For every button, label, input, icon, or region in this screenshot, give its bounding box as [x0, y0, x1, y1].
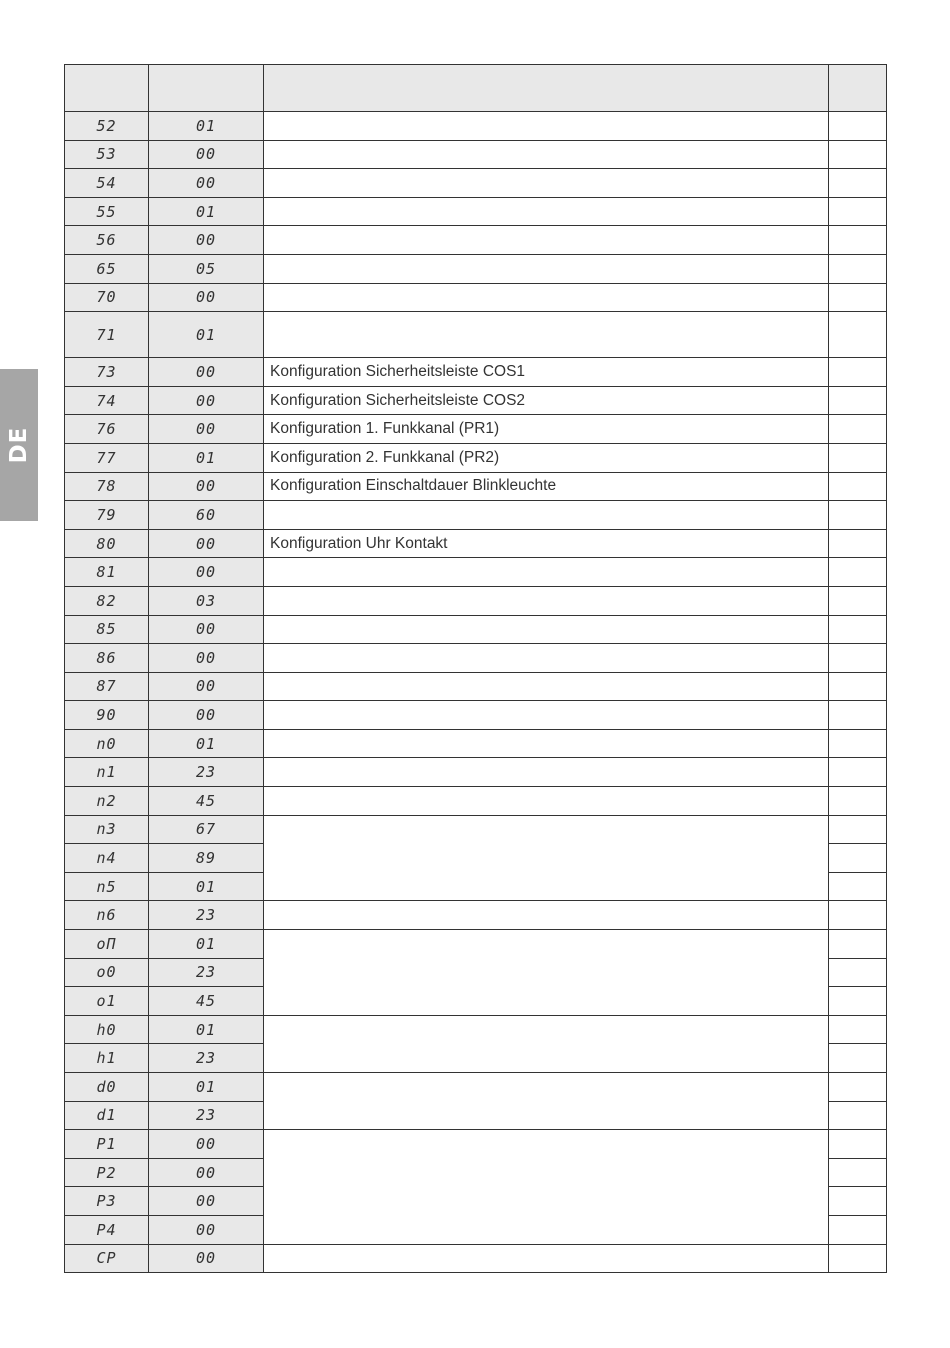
default-value: 00 [149, 1130, 264, 1159]
default-value: 01 [149, 872, 264, 901]
parameter-description [264, 312, 829, 358]
parameter-code: n2 [65, 787, 149, 816]
parameter-description [264, 112, 829, 141]
parameter-description [264, 1244, 829, 1273]
parameter-code: 53 [65, 140, 149, 169]
table-row [65, 140, 887, 169]
default-value: 01 [149, 1073, 264, 1102]
parameter-code: n0 [65, 729, 149, 758]
parameter-code: n4 [65, 844, 149, 873]
setting-cell [829, 254, 887, 283]
parameter-code: 87 [65, 672, 149, 701]
parameter-description: Konfiguration Uhr Kontakt [264, 529, 829, 558]
default-value: 60 [149, 501, 264, 530]
default-value: 01 [149, 312, 264, 358]
table-row [65, 226, 887, 255]
setting-cell [829, 644, 887, 673]
default-value: 00 [149, 1158, 264, 1187]
default-value: 45 [149, 987, 264, 1016]
setting-cell [829, 844, 887, 873]
setting-cell [829, 987, 887, 1016]
setting-cell [829, 1130, 887, 1159]
table-row [65, 787, 887, 816]
parameter-code: 74 [65, 386, 149, 415]
language-tab[interactable] [0, 369, 38, 521]
setting-cell [829, 1101, 887, 1130]
setting-cell [829, 729, 887, 758]
parameter-code: n1 [65, 758, 149, 787]
parameter-code: 73 [65, 358, 149, 387]
table-row [65, 729, 887, 758]
parameter-code: 81 [65, 558, 149, 587]
default-value: 00 [149, 644, 264, 673]
parameter-code: o1 [65, 987, 149, 1016]
table-row [65, 386, 887, 415]
parameter-code: P4 [65, 1215, 149, 1244]
parameter-code: 90 [65, 701, 149, 730]
default-value: 23 [149, 1044, 264, 1073]
default-value: 00 [149, 1215, 264, 1244]
table-row [65, 254, 887, 283]
setting-cell [829, 112, 887, 141]
setting-cell [829, 901, 887, 930]
default-value: 05 [149, 254, 264, 283]
parameter-code: oП [65, 930, 149, 959]
table-row [65, 415, 887, 444]
default-value: 00 [149, 529, 264, 558]
parameter-description [264, 1015, 829, 1072]
setting-cell [829, 386, 887, 415]
setting-cell [829, 197, 887, 226]
setting-cell [829, 672, 887, 701]
table-row [65, 283, 887, 312]
parameter-description [264, 558, 829, 587]
setting-cell [829, 415, 887, 444]
table-row [65, 1244, 887, 1273]
header-cell-default [149, 65, 264, 112]
setting-cell [829, 586, 887, 615]
setting-cell [829, 501, 887, 530]
default-value: 01 [149, 729, 264, 758]
parameter-code: 82 [65, 586, 149, 615]
parameter-description [264, 226, 829, 255]
default-value: 00 [149, 672, 264, 701]
parameter-code: 78 [65, 472, 149, 501]
default-value: 01 [149, 930, 264, 959]
table-row [65, 501, 887, 530]
parameter-description: Konfiguration 2. Funkkanal (PR2) [264, 443, 829, 472]
default-value: 00 [149, 701, 264, 730]
table-row [65, 472, 887, 501]
table-row [65, 815, 887, 844]
parameter-code: 65 [65, 254, 149, 283]
default-value: 00 [149, 558, 264, 587]
default-value: 01 [149, 197, 264, 226]
header-cell-description [264, 65, 829, 112]
setting-cell [829, 615, 887, 644]
setting-cell [829, 958, 887, 987]
parameter-code: 52 [65, 112, 149, 141]
parameter-code: 71 [65, 312, 149, 358]
parameter-code: h1 [65, 1044, 149, 1073]
parameter-description [264, 197, 829, 226]
default-value: 03 [149, 586, 264, 615]
parameter-table [64, 64, 887, 1273]
table-row [65, 901, 887, 930]
setting-cell [829, 1158, 887, 1187]
table-row [65, 443, 887, 472]
parameter-code: 56 [65, 226, 149, 255]
parameter-description [264, 501, 829, 530]
parameter-description [264, 644, 829, 673]
table-header-row [65, 65, 887, 112]
default-value: 00 [149, 358, 264, 387]
header-cell-parameter [65, 65, 149, 112]
parameter-description: Konfiguration Einschaltdauer Blinkleuchte [264, 472, 829, 501]
default-value: 00 [149, 226, 264, 255]
default-value: 00 [149, 283, 264, 312]
parameter-code: 80 [65, 529, 149, 558]
parameter-code: 86 [65, 644, 149, 673]
table-row [65, 758, 887, 787]
default-value: 45 [149, 787, 264, 816]
parameter-description: Konfiguration Sicherheitsleiste COS1 [264, 358, 829, 387]
parameter-description [264, 1130, 829, 1244]
table-row [65, 615, 887, 644]
default-value: 23 [149, 901, 264, 930]
setting-cell [829, 443, 887, 472]
setting-cell [829, 815, 887, 844]
setting-cell [829, 1187, 887, 1216]
parameter-code: CP [65, 1244, 149, 1273]
setting-cell [829, 1244, 887, 1273]
parameter-code: n3 [65, 815, 149, 844]
setting-cell [829, 312, 887, 358]
parameter-description [264, 586, 829, 615]
parameter-description [264, 140, 829, 169]
parameter-code: o0 [65, 958, 149, 987]
parameter-description [264, 787, 829, 816]
parameter-description [264, 930, 829, 1016]
parameter-description [264, 672, 829, 701]
table-row [65, 586, 887, 615]
table-row [65, 1130, 887, 1159]
setting-cell [829, 226, 887, 255]
table-row [65, 169, 887, 198]
setting-cell [829, 558, 887, 587]
header-cell-extra [829, 65, 887, 112]
default-value: 00 [149, 615, 264, 644]
table-row [65, 197, 887, 226]
setting-cell [829, 529, 887, 558]
parameter-description [264, 729, 829, 758]
parameter-description: Konfiguration Sicherheitsleiste COS2 [264, 386, 829, 415]
setting-cell [829, 872, 887, 901]
table-row [65, 1073, 887, 1102]
default-value: 00 [149, 1187, 264, 1216]
table-row [65, 1015, 887, 1044]
parameter-code: 79 [65, 501, 149, 530]
setting-cell [829, 472, 887, 501]
default-value: 00 [149, 472, 264, 501]
default-value: 23 [149, 958, 264, 987]
setting-cell [829, 701, 887, 730]
table-row [65, 529, 887, 558]
parameter-description [264, 169, 829, 198]
parameter-code: h0 [65, 1015, 149, 1044]
parameter-description [264, 1073, 829, 1130]
parameter-code: 77 [65, 443, 149, 472]
parameter-code: 85 [65, 615, 149, 644]
default-value: 89 [149, 844, 264, 873]
parameter-description [264, 283, 829, 312]
default-value: 00 [149, 386, 264, 415]
default-value: 00 [149, 169, 264, 198]
table-row [65, 558, 887, 587]
default-value: 67 [149, 815, 264, 844]
parameter-code: n6 [65, 901, 149, 930]
parameter-code: d1 [65, 1101, 149, 1130]
default-value: 01 [149, 1015, 264, 1044]
table-row [65, 644, 887, 673]
setting-cell [829, 1215, 887, 1244]
parameter-code: 54 [65, 169, 149, 198]
setting-cell [829, 358, 887, 387]
parameter-code: n5 [65, 872, 149, 901]
setting-cell [829, 758, 887, 787]
default-value: 23 [149, 1101, 264, 1130]
parameter-code: 76 [65, 415, 149, 444]
setting-cell [829, 169, 887, 198]
language-tab-label: DE [6, 426, 32, 464]
parameter-description [264, 615, 829, 644]
table-row [65, 672, 887, 701]
default-value: 00 [149, 140, 264, 169]
parameter-description [264, 815, 829, 901]
setting-cell [829, 787, 887, 816]
default-value: 23 [149, 758, 264, 787]
default-value: 01 [149, 112, 264, 141]
setting-cell [829, 1015, 887, 1044]
default-value: 00 [149, 415, 264, 444]
table-row [65, 312, 887, 358]
parameter-code: 55 [65, 197, 149, 226]
parameter-code: d0 [65, 1073, 149, 1102]
parameter-description [264, 758, 829, 787]
table-row [65, 930, 887, 959]
table-row [65, 701, 887, 730]
parameter-description: Konfiguration 1. Funkkanal (PR1) [264, 415, 829, 444]
parameter-description [264, 901, 829, 930]
parameter-code: P3 [65, 1187, 149, 1216]
parameter-description [264, 254, 829, 283]
parameter-description [264, 701, 829, 730]
setting-cell [829, 1044, 887, 1073]
table-row [65, 112, 887, 141]
setting-cell [829, 140, 887, 169]
setting-cell [829, 930, 887, 959]
parameter-code: 70 [65, 283, 149, 312]
table-row [65, 358, 887, 387]
setting-cell [829, 283, 887, 312]
default-value: 00 [149, 1244, 264, 1273]
parameter-code: P1 [65, 1130, 149, 1159]
setting-cell [829, 1073, 887, 1102]
parameter-code: P2 [65, 1158, 149, 1187]
default-value: 01 [149, 443, 264, 472]
